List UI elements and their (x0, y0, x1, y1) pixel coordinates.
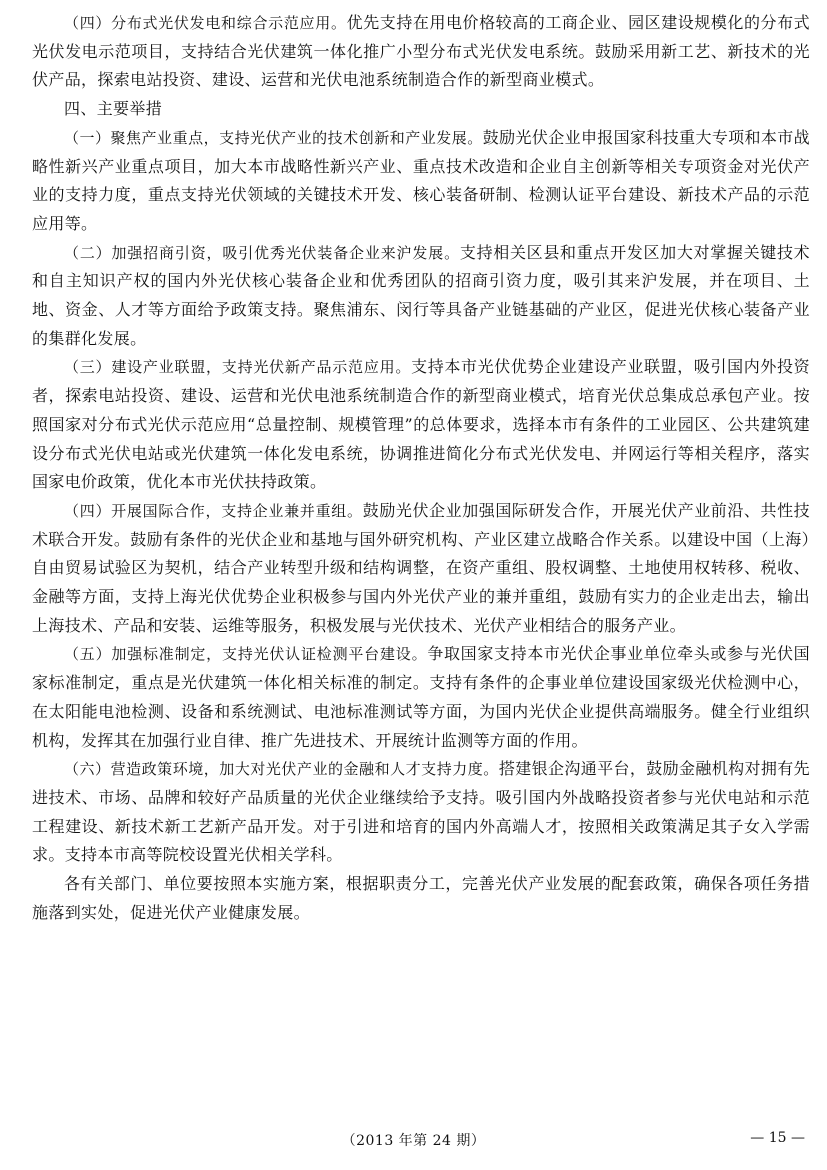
section-heading: 四、主要举措 (64, 99, 163, 119)
measure-lead: （一）聚焦产业重点，支持光伏产业的技术创新和产业发展。 (64, 128, 483, 147)
measure-paragraph-1 (32, 124, 810, 239)
measure-paragraph-3 (32, 353, 810, 497)
measure-text: 支持相关区县和重点开发区加大对掌握关键技术和自主知识产权的国内外光伏核心装备企业和优秀团队的招商引资力度，吸引其来沪发展，并在项目、土地、资金、人才等方面给予政策支持。聚焦浦东、闵行等具备产业链基础的产业区，促进光伏核心装备产业的集群化发展。 (32, 242, 810, 348)
measure-paragraph-5 (32, 640, 810, 755)
measure-text: 搭建银企沟通平台，鼓励金融机构对拥有先进技术、市场、品牌和较好产品质量的光伏企业继续给予支持。吸引国内外战略投资者参与光伏电站和示范工程建设、新技术新工艺新产品开发。对于引进和培育的国内外高端人才，按照相关政策满足其子女入学需求。支持本市高等院校设置光伏相关学科。 (32, 759, 810, 865)
paragraph-distributed-pv (32, 9, 810, 95)
measure-text: 鼓励光伏企业加强国际研发合作，开展光伏产业前沿、共性技术联合开发。鼓励有条件的光伏企业和基地与国外研究机构、产业区建立战略合作关系。以建设中国（上海）自由贸易试验区为契机，结合产业转型升级和结构调整，在资产重组、股权调整、土地使用权转移、税收、金融等方面，支持上海光伏优势企业积极参与国内外光伏产业的兼并重组，鼓励有实力的企业走出去，输出上海技术、产品和安装、运维等服务，积极发展与光伏技术、光伏产业相结合的服务产业。 (32, 500, 810, 635)
measure-paragraph-6 (32, 755, 810, 870)
measure-lead: （六）营造政策环境，加大对光伏产业的金融和人才支持力度。 (64, 760, 499, 779)
measure-lead: （三）建设产业联盟，支持光伏新产品示范应用。 (64, 358, 412, 377)
measure-lead: （五）加强标准制定，支持光伏认证检测平台建设。 (64, 645, 428, 664)
closing-paragraph: 各有关部门、单位要按照本实施方案，根据职责分工，完善光伏产业发展的配套政策，确保各项任务措施落到实处，促进光伏产业健康发展。 (32, 874, 810, 922)
issue-label: （2013 年第 24 期） (341, 1133, 486, 1149)
page-number: — 15 — (750, 1130, 805, 1146)
measure-lead: （二）加强招商引资，吸引优秀光伏装备企业来沪发展。 (64, 243, 460, 262)
paragraph-text: 优先支持在用电价格较高的工商企业、园区建设规模化的分布式光伏发电示范项目，支持结合光伏建筑一体化推广小型分布式光伏发电系统。鼓励采用新工艺、新技术的光伏产品，探索电站投资、建设、运营和光伏电池系统制造合作的新型商业模式。 (32, 13, 810, 90)
measure-text: 鼓励光伏企业申报国家科技重大专项和本市战略性新兴产业重点项目，加大本市战略性新兴产业、重点技术改造和企业自主创新等相关专项资金对光伏产业的支持力度，重点支持光伏领域的关键技术开发、核心装备研制、检测认证平台建设、新技术产品的示范应用等。 (32, 127, 810, 233)
measure-paragraph-4 (32, 497, 810, 641)
measure-text: 支持本市光伏优势企业建设产业联盟，吸引国内外投资者，探索电站投资、建设、运营和光伏电池系统制造合作的新型商业模式，培育光伏总集成总承包产业。按照国家对分布式光伏示范应用“总量控制、规模管理”的总体要求，选择本市有条件的工业园区、公共建筑建设分布式光伏电站或光伏建筑一体化发电系统，协调推进简化分布式光伏发电、并网运行等相关程序，落实国家电价政策，优化本市光伏扶持政策。 (32, 357, 810, 492)
measure-lead: （四）开展国际合作，支持企业兼并重组。 (64, 501, 363, 520)
measure-paragraph-2 (32, 239, 810, 354)
measure-text: 争取国家支持本市光伏企事业单位牵头或参与光伏国家标准制定，重点是光伏建筑一体化相关标准的制定。支持有条件的企事业单位建设国家级光伏检测中心，在太阳能电池检测、设备和系统测试、电池标准测试等方面，为国内光伏企业提供高端服务。健全行业组织机构，发挥其在加强行业自律、推广先进技术、开展统计监测等方面的作用。 (32, 644, 810, 750)
paragraph-lead: （四）分布式光伏发电和综合示范应用。 (64, 14, 347, 32)
document-body (32, 9, 810, 928)
